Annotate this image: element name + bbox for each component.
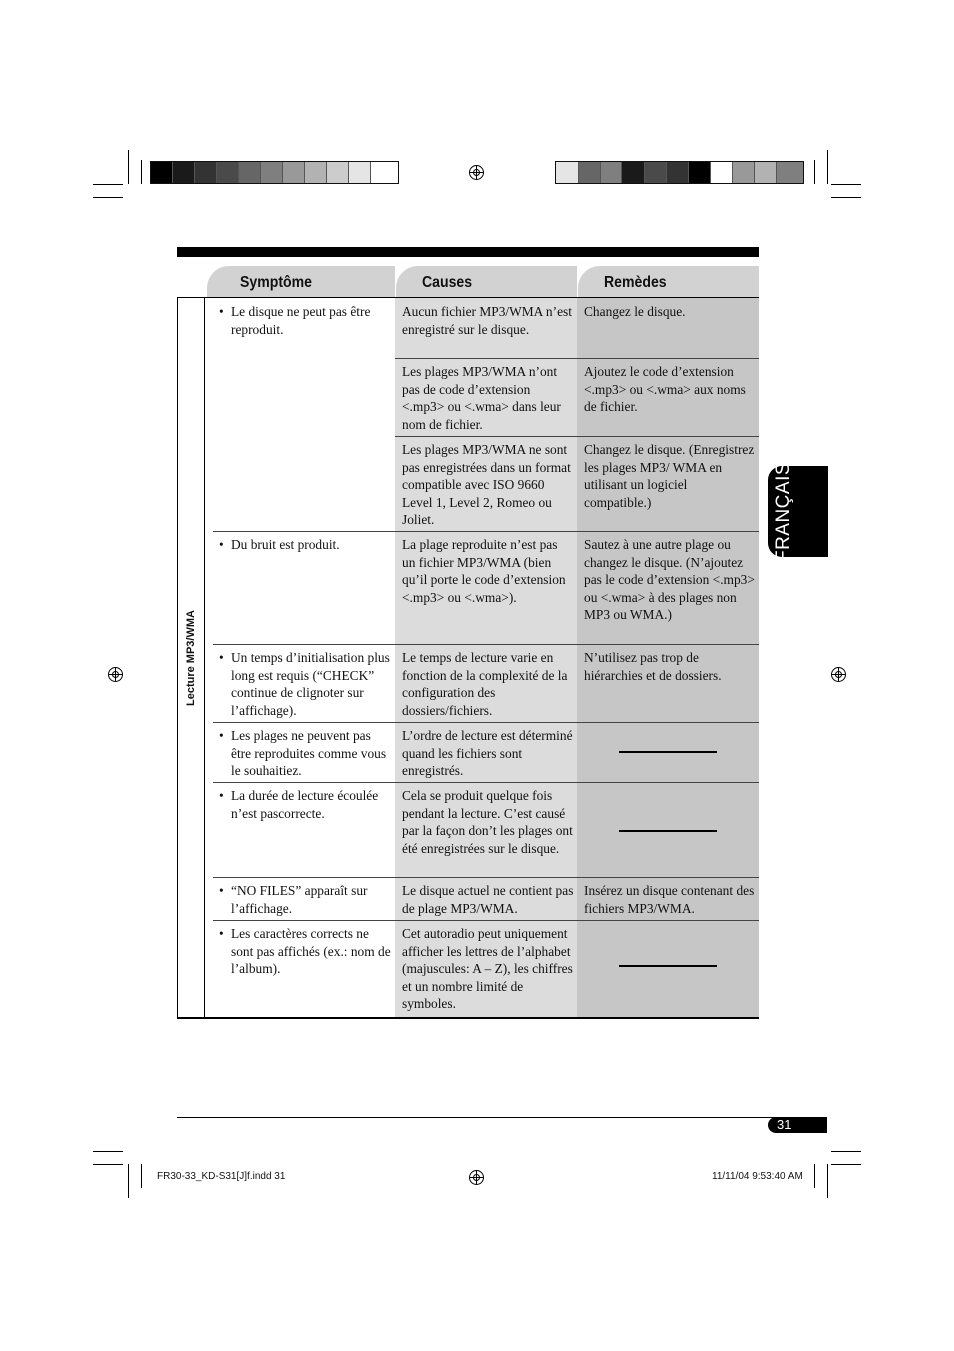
no-remedy-dash — [619, 751, 717, 753]
cause-cell: La plage reproduite n’est pas un fichier MP3/WMA (bien qu’il porte le code d’extension <.mp3> ou <.wma>). — [402, 537, 566, 605]
cause-cell: Les plages MP3/WMA n’ont pas de code d’extension <.mp3> ou <.wma> dans leur nom de fichier. — [402, 364, 561, 432]
row-separator — [213, 531, 759, 532]
cause-cell: Cela se produit quelque fois pendant la lecture. C’est causé par la façon don’t les plages ont été enregistrées sur le disque. — [402, 788, 573, 856]
row-separator — [213, 782, 759, 783]
language-tab-label: FRANÇAIS — [773, 461, 794, 563]
footer-rule — [177, 1117, 827, 1118]
row-separator — [213, 722, 759, 723]
symptom-cell: • Les plages ne peuvent pas être reproduites comme vous le souhaitiez. — [219, 727, 391, 780]
symptom-cell: • Les caractères corrects ne sont pas affichés (ex.: nom de l’album). — [219, 925, 391, 978]
registration-mark-icon — [108, 667, 123, 682]
header-remedies: Remèdes — [578, 266, 759, 297]
symptom-cell: • “NO FILES” apparaît sur l’affichage. — [219, 882, 391, 917]
footer-timestamp: 11/11/04 9:53:40 AM — [712, 1171, 803, 1182]
symptom-cell: • Du bruit est produit. — [219, 536, 391, 554]
cause-cell: Les plages MP3/WMA ne sont pas enregistrées dans un format compatible avec ISO 9660 Level 1, Level 2, Romeo ou Joliet. — [402, 442, 571, 528]
cause-cell: Le disque actuel ne contient pas de plage MP3/WMA. — [402, 883, 574, 916]
header-causes: Causes — [396, 266, 577, 297]
row-separator — [213, 644, 759, 645]
page-number: 31 — [777, 1117, 792, 1132]
row-separator — [213, 877, 759, 878]
no-remedy-dash — [619, 965, 717, 967]
remedy-cell: Sautez à une autre plage ou changez le disque. (N’ajoutez pas le code d’extension <.mp3> ou <.wma> à des plages non MP3 ou WMA.) — [584, 537, 755, 623]
cause-cell: Aucun fichier MP3/WMA n’est enregistré sur le disque. — [402, 304, 572, 337]
registration-mark-icon — [469, 165, 484, 180]
remedy-cell: N’utilisez pas trop de hiérarchies et de dossiers. — [584, 650, 722, 683]
symptom-cell: • Le disque ne peut pas être reproduit. — [219, 303, 391, 338]
color-bar-left — [150, 161, 399, 184]
row-separator — [395, 436, 759, 437]
row-separator — [213, 920, 759, 921]
no-remedy-dash — [619, 830, 717, 832]
remedy-cell: Changez le disque. — [584, 304, 686, 319]
side-label: Lecture MP3/WMA — [185, 610, 197, 706]
symptom-cell: • Un temps d’initialisation plus long est requis (“CHECK” continue de clignoter sur l’affichage). — [219, 649, 391, 719]
cause-cell: L’ordre de lecture est déterminé quand les fichiers sont enregistrés. — [402, 728, 573, 779]
cause-cell: Le temps de lecture varie en fonction de la complexité de la configuration des dossiers/fichiers. — [402, 650, 568, 718]
registration-mark-icon — [469, 1170, 484, 1185]
cause-cell: Cet autoradio peut uniquement afficher les lettres de l’alphabet (majuscules: A – Z), les chiffres et un nombre limité de symboles. — [402, 926, 573, 1012]
row-separator — [395, 358, 759, 359]
remedy-cell: Ajoutez le code d’extension <.mp3> ou <.wma> aux noms de fichier. — [584, 364, 746, 415]
footer-file-name: FR30-33_KD-S31[J]f.indd 31 — [157, 1171, 286, 1182]
remedy-cell: Insérez un disque contenant des fichiers MP3/WMA. — [584, 883, 755, 916]
registration-mark-icon — [831, 667, 846, 682]
symptom-cell: • La durée de lecture écoulée n’est pascorrecte. — [219, 787, 391, 822]
header-symptom: Symptôme — [207, 266, 395, 297]
table-bottom-rule — [177, 1017, 759, 1019]
color-bar-right — [555, 161, 804, 184]
remedy-cell: Changez le disque. (Enregistrez les plages MP3/ WMA en utilisant un logiciel compatible.) — [584, 442, 755, 510]
table-top-band — [177, 247, 759, 257]
